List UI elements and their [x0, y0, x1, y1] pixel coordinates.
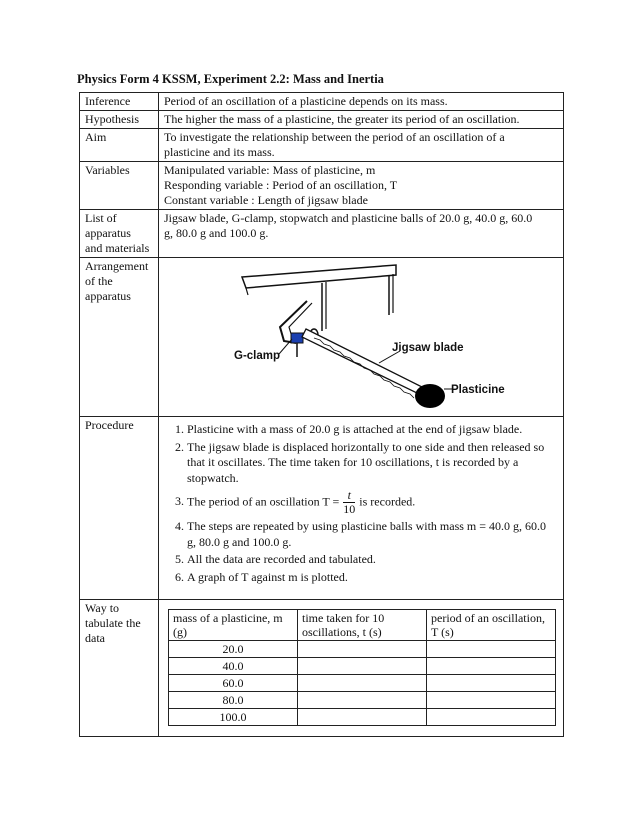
- mass-value: 60.0: [169, 675, 298, 692]
- aim-text: [159, 129, 564, 162]
- variables-label: Variables: [80, 162, 159, 210]
- data-table: [168, 609, 556, 726]
- hypothesis-label: Hypothesis: [80, 111, 159, 129]
- apparatus-text: Jigsaw blade, G-clamp, stopwatch and plasticine balls of 20.0 g, 40.0 g, 60.0 g, 80.0 g and 100.0 g.: [159, 210, 564, 258]
- mass-header: mass of a plasticine, m (g): [169, 610, 298, 641]
- aim-line: plasticine and its mass.: [164, 145, 275, 159]
- responding-variable: Responding variable : Period of an oscillation, T: [164, 178, 398, 192]
- manipulated-variable: Manipulated variable: Mass of plasticine, m: [164, 163, 376, 177]
- formula-denominator: 10: [343, 502, 356, 516]
- table-row: [169, 709, 556, 726]
- table-row: [169, 692, 556, 709]
- mass-value: 20.0: [169, 641, 298, 658]
- variables-text: [159, 162, 564, 210]
- tabulate-label: Way to tabulate the data: [80, 600, 159, 737]
- g-clamp-screw: [291, 333, 303, 343]
- table-top: [242, 265, 396, 288]
- mass-value: 40.0: [169, 658, 298, 675]
- time-header: time taken for 10 oscillations, t (s): [298, 610, 427, 641]
- aim-row: [80, 129, 564, 162]
- constant-variable: Constant variable : Length of jigsaw blade: [164, 193, 368, 207]
- jigsaw-blade-label: Jigsaw blade: [392, 342, 464, 354]
- aim-line: To investigate the relationship between the period of an oscillation of a: [164, 130, 505, 144]
- experiment-table: [79, 92, 564, 737]
- procedure-step: 4. The steps are repeated by using plasticine balls with mass m = 40.0 g, 60.0 g, 80.0 g and 100.0 g.: [187, 519, 558, 550]
- mass-value: 100.0: [169, 709, 298, 726]
- g-clamp-label: G-clamp: [234, 350, 281, 362]
- hypothesis-row: [80, 111, 564, 129]
- inference-text: Period of an oscillation of a plasticine depends on its mass.: [159, 93, 564, 111]
- step3-prefix: The period of an oscillation T =: [187, 494, 340, 509]
- inference-label: Inference: [80, 93, 159, 111]
- arrangement-row: [80, 258, 564, 417]
- data-table-header: [169, 610, 556, 641]
- time-cell: [298, 692, 427, 709]
- step3-suffix: is recorded.: [359, 494, 416, 509]
- procedure-text: [159, 417, 564, 600]
- apparatus-row: [80, 210, 564, 258]
- formula-numerator: t: [343, 489, 355, 503]
- tabulate-cell: [159, 600, 564, 737]
- plasticine-label: Plasticine: [451, 384, 505, 396]
- apparatus-diagram-cell: [159, 258, 564, 417]
- procedure-step: 6. A graph of T against m is plotted.: [187, 570, 558, 586]
- procedure-step: [187, 489, 558, 516]
- mass-value: 80.0: [169, 692, 298, 709]
- table-row: [169, 641, 556, 658]
- time-cell: [298, 709, 427, 726]
- period-header: period of an oscillation, T (s): [427, 610, 556, 641]
- procedure-step: 1. Plasticine with a mass of 20.0 g is attached at the end of jigsaw blade.: [187, 422, 558, 438]
- procedure-steps: [164, 422, 558, 585]
- period-cell: [427, 692, 556, 709]
- period-cell: [427, 675, 556, 692]
- jigsaw-blade: [302, 329, 426, 395]
- time-cell: [298, 641, 427, 658]
- table-row: [169, 658, 556, 675]
- period-cell: [427, 641, 556, 658]
- plasticine-ball: [415, 384, 445, 408]
- table-row: [169, 675, 556, 692]
- procedure-step: 5. All the data are recorded and tabulated.: [187, 552, 558, 568]
- inference-row: [80, 93, 564, 111]
- variables-row: [80, 162, 564, 210]
- period-cell: [427, 658, 556, 675]
- period-formula: [343, 489, 355, 516]
- apparatus-diagram: [164, 259, 558, 415]
- time-cell: [298, 658, 427, 675]
- arrangement-label: Arrangement of the apparatus: [80, 258, 159, 417]
- hypothesis-text: The higher the mass of a plasticine, the greater its period of an oscillation.: [159, 111, 564, 129]
- document-title: Physics Form 4 KSSM, Experiment 2.2: Mass and Inertia: [77, 72, 384, 86]
- apparatus-label: List of apparatus and materials: [80, 210, 159, 258]
- tabulate-row: [80, 600, 564, 737]
- aim-label: Aim: [80, 129, 159, 162]
- procedure-label: Procedure: [80, 417, 159, 600]
- procedure-step: 2. The jigsaw blade is displaced horizontally to one side and then released so that it oscillates. The time taken for 10 oscillations, t is recorded by a stopwatch.: [187, 440, 558, 487]
- time-cell: [298, 675, 427, 692]
- period-cell: [427, 709, 556, 726]
- procedure-row: [80, 417, 564, 600]
